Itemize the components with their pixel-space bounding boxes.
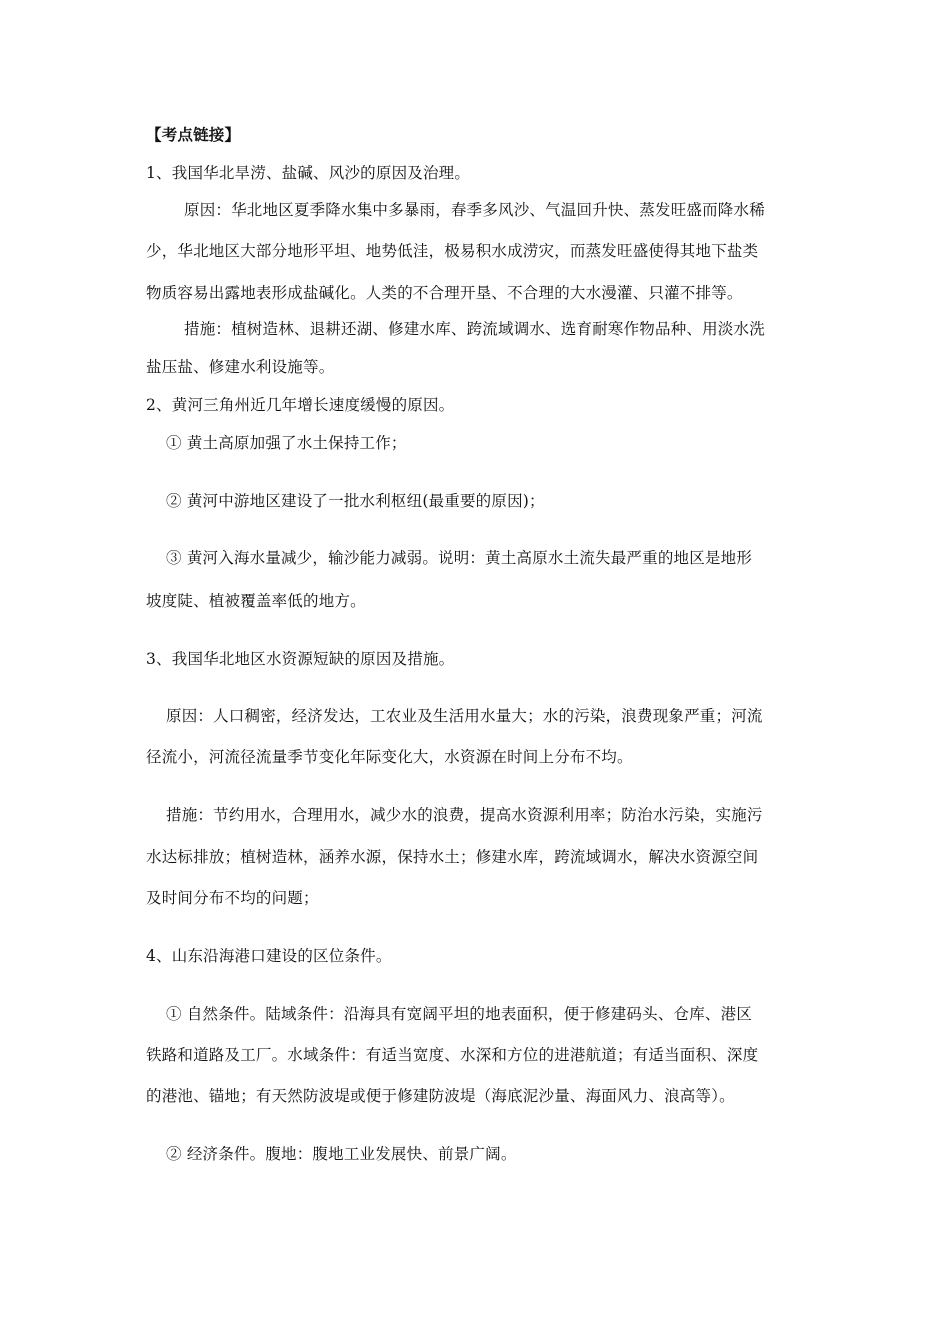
section-2-item-2: ② 黄河中游地区建设了一批水利枢纽(最重要的原因)；: [166, 492, 545, 510]
section-2-item-1: ① 黄土高原加强了水土保持工作；: [166, 434, 407, 452]
section-2-title: 2、黄河三角州近几年增长速度缓慢的原因。: [146, 396, 455, 414]
section-3-title: 3、我国华北地区水资源短缺的原因及措施。: [146, 650, 455, 668]
section-3-measure-line-2: 水达标排放；植树造林，涵养水源，保持水土；修建水库，跨流域调水，解决水资源空间: [146, 848, 759, 866]
section-3-measure-line-1: 措施：节约用水，合理用水，减少水的浪费，提高水资源利用率；防治水污染，实施污: [166, 806, 763, 824]
section-4-item-1-line-3: 的港池、锚地；有天然防波堤或便于修建防波堤（海底泥沙量、海面风力、浪高等）。: [146, 1087, 735, 1105]
section-4-item-1-line-2: 铁路和道路及工厂。水域条件：有适当宽度、水深和方位的进港航道；有适当面积、深度: [146, 1046, 759, 1064]
section-1-measure-line-1: 措施：植树造林、退耕还湖、修建水库、跨流域调水、选育耐寒作物品种、用淡水洗: [184, 320, 765, 338]
section-2-item-3-line-2: 坡度陡、植被覆盖率低的地方。: [146, 592, 366, 610]
section-1-title: 1、我国华北旱涝、盐碱、风沙的原因及治理。: [146, 164, 471, 182]
section-3-reason-line-1: 原因：人口稠密，经济发达，工农业及生活用水量大；水的污染，浪费现象严重；河流: [166, 707, 763, 725]
section-1-reason-line-3: 物质容易出露地表形成盐碱化。人类的不合理开垦、不合理的大水漫灌、只灌不排等。: [146, 284, 743, 302]
section-1-reason-line-2: 少，华北地区大部分地形平坦、地势低洼，极易积水成涝灾，而蒸发旺盛使得其地下盐类: [146, 242, 759, 260]
section-4-item-2: ② 经济条件。腹地：腹地工业发展快、前景广阔。: [166, 1145, 517, 1163]
section-1-measure-line-2: 盐压盐、修建水利设施等。: [146, 358, 335, 376]
section-3-reason-line-2: 径流小，河流径流量季节变化年际变化大，水资源在时间上分布不均。: [146, 748, 633, 766]
section-1-reason-line-1: 原因：华北地区夏季降水集中多暴雨，春季多风沙、气温回升快、蒸发旺盛而降水稀: [184, 201, 765, 219]
section-4-title: 4、山东沿海港口建设的区位条件。: [146, 947, 392, 965]
section-2-item-3-line-1: ③ 黄河入海水量减少，输沙能力减弱。说明：黄土高原水土流失最严重的地区是地形: [166, 549, 753, 567]
section-3-measure-line-3: 及时间分布不均的问题；: [146, 889, 319, 907]
section-heading: 【考点链接】: [146, 125, 241, 144]
section-4-item-1-line-1: ① 自然条件。陆域条件：沿海具有宽阔平坦的地表面积，便于修建码头、仓库、港区: [166, 1005, 753, 1023]
